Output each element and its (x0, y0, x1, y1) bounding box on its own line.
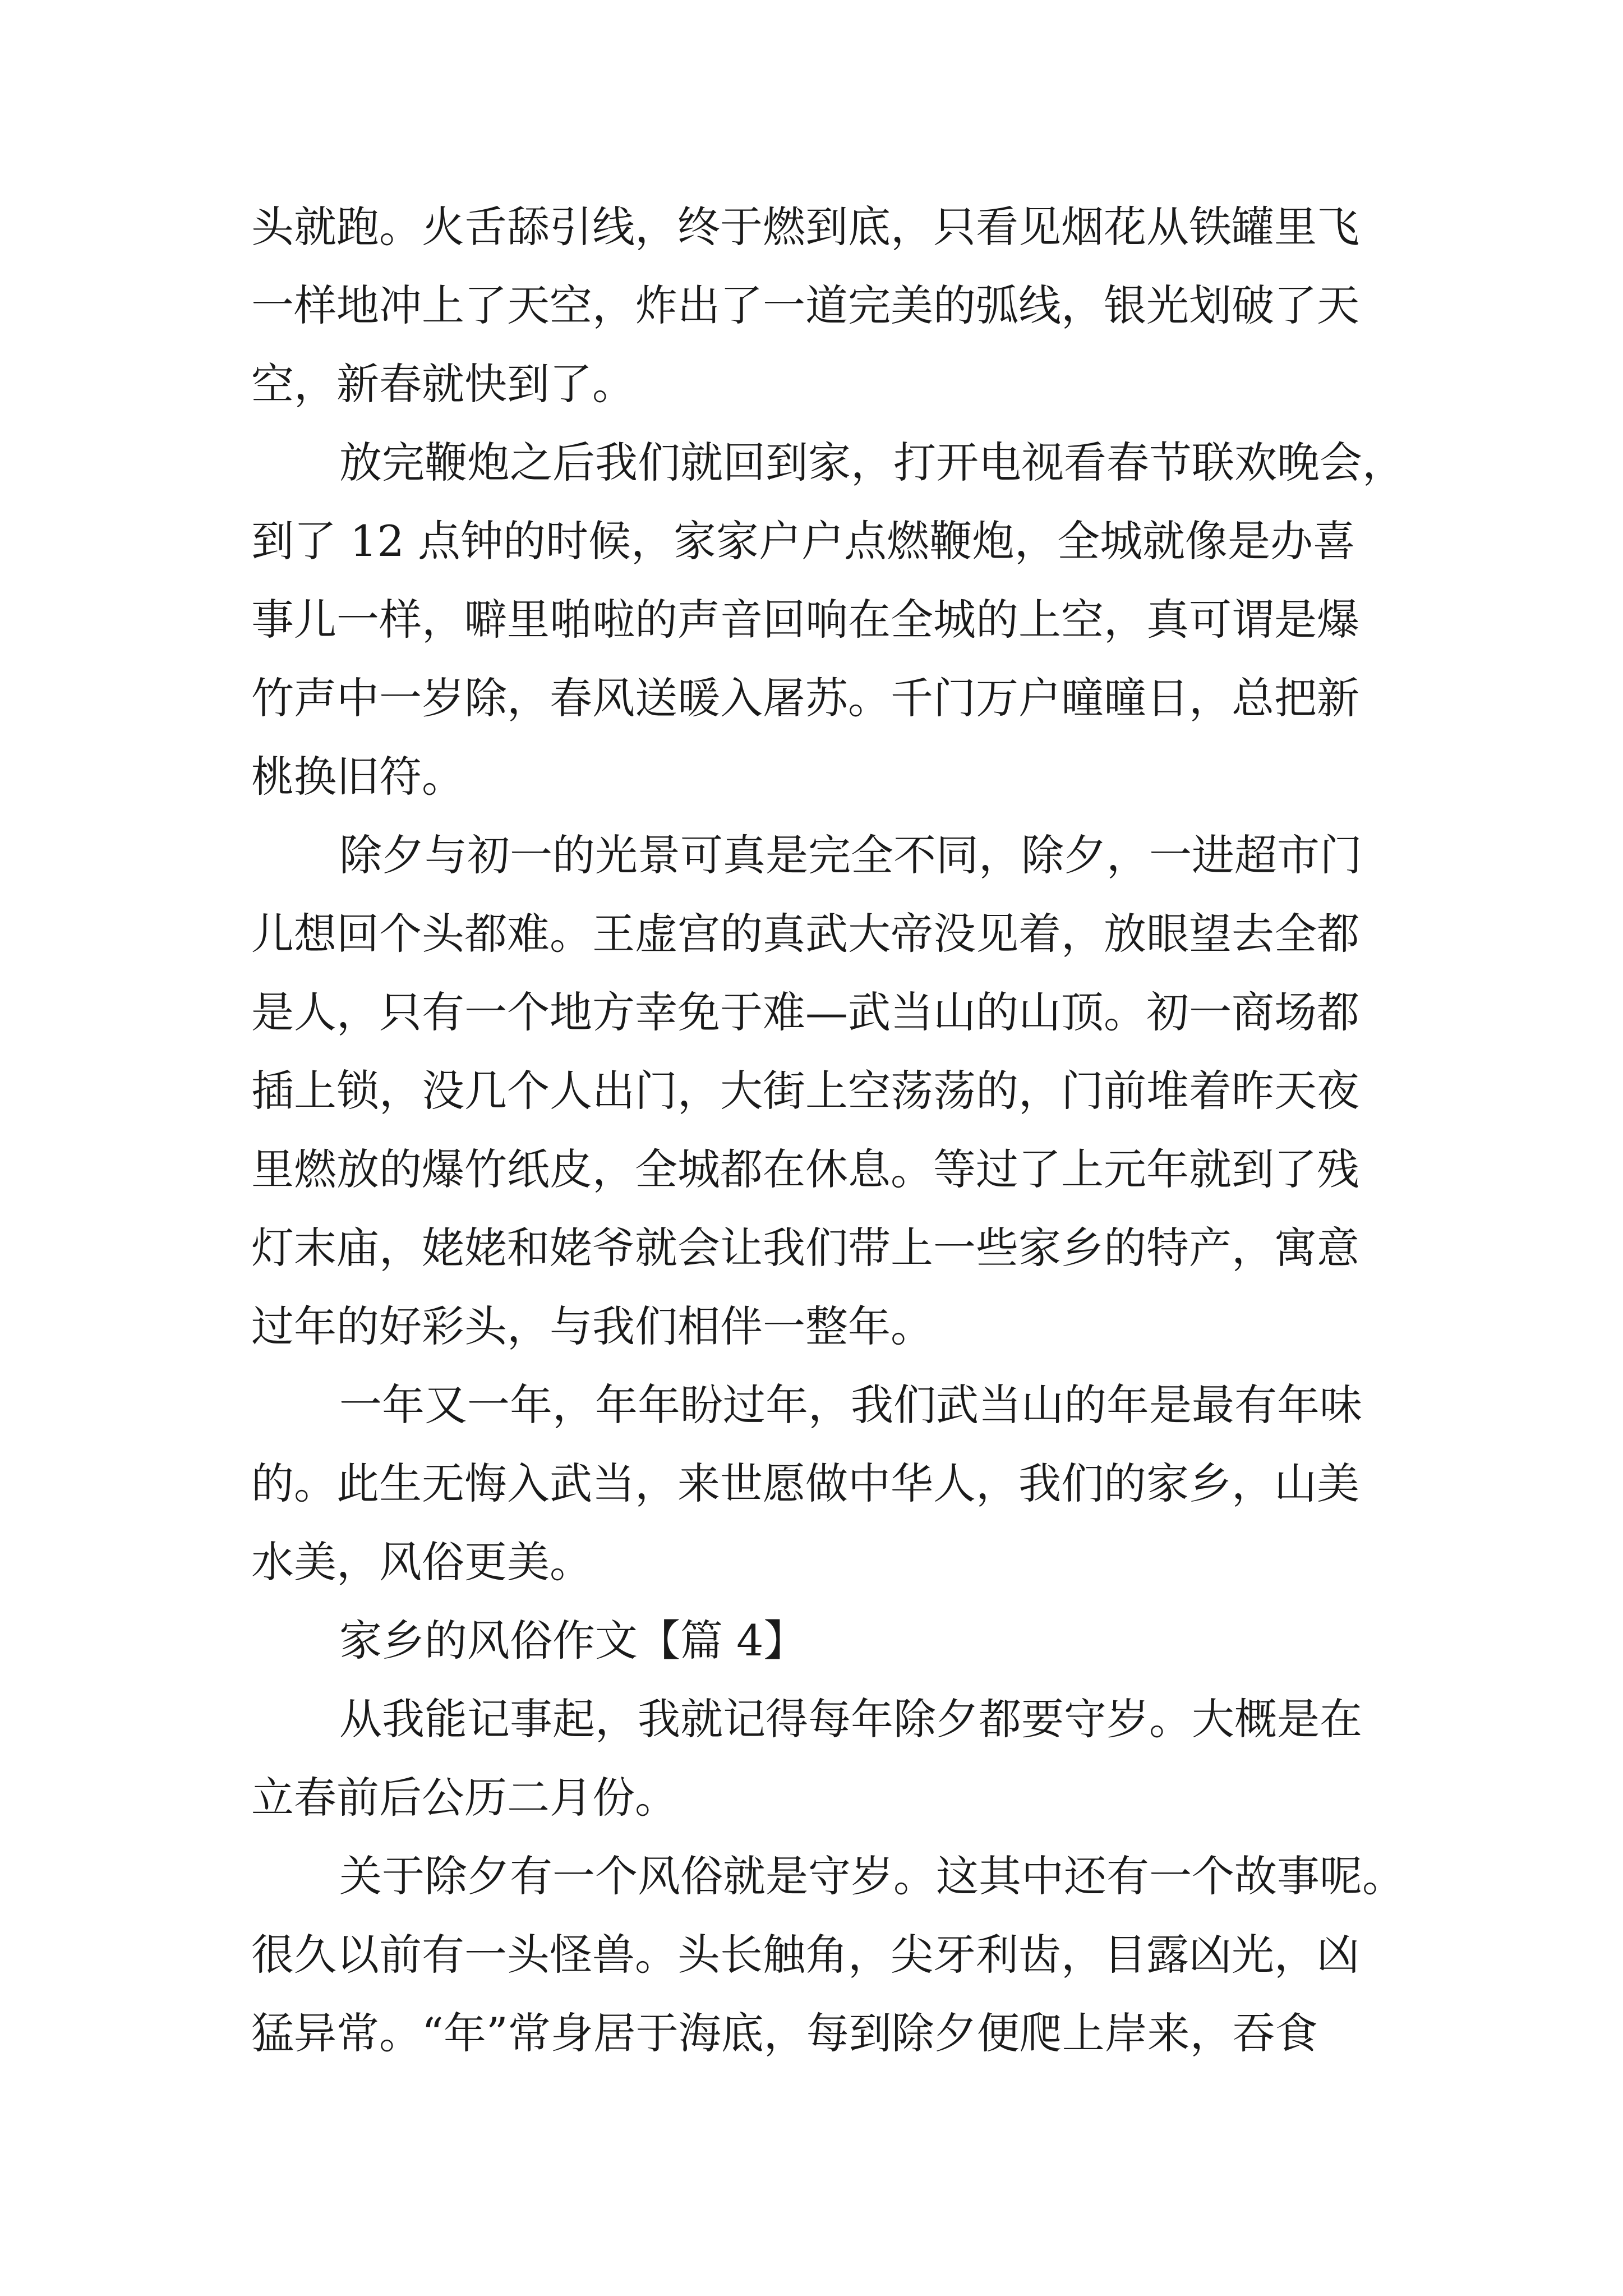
text-line-15: 过年的好彩头，与我们相伴一整年。 (251, 1301, 933, 1351)
text-line-21: 立春前后公历二月份。 (251, 1773, 677, 1823)
text-line-20: 从我能记事起，我就记得每年除夕都要守岁。大概是在 (339, 1694, 1362, 1744)
text-line-22: 关于除夕有一个风俗就是守岁。这其中还有一个故事呢。 (339, 1851, 1405, 1901)
text-line-17: 的。此生无悔入武当，来世愿做中华人，我们的家乡，山美 (251, 1458, 1359, 1508)
text-line-14: 灯末庙，姥姥和姥爷就会让我们带上一些家乡的特产，寓意 (251, 1223, 1359, 1273)
text-line-6: 事儿一样，噼里啪啦的声音回响在全城的上空，真可谓是爆 (251, 595, 1359, 645)
text-line-1: 头就跑。火舌舔引线，终于燃到底，只看见烟花从铁罐里飞 (251, 202, 1359, 252)
text-line-23: 很久以前有一头怪兽。头长触角，尖牙利齿，目露凶光，凶 (251, 1930, 1359, 1980)
text-line-13: 里燃放的爆竹纸皮，全城都在休息。等过了上元年就到了残 (251, 1144, 1359, 1194)
text-line-2: 一样地冲上了天空，炸出了一道完美的弧线，银光划破了天 (251, 280, 1359, 330)
text-line-10: 儿想回个头都难。王虚宫的真武大帝没见着，放眼望去全都 (251, 909, 1359, 959)
text-line-16: 一年又一年，年年盼过年，我们武当山的年是最有年味 (339, 1380, 1362, 1430)
text-line-11: 是人，只有一个地方幸免于难—武当山的山顶。初一商场都 (251, 987, 1359, 1037)
text-line-4: 放完鞭炮之后我们就回到家，打开电视看春节联欢晚会， (339, 438, 1405, 487)
text-line-3: 空，新春就快到了。 (251, 359, 635, 409)
text-line-18: 水美，风俗更美。 (251, 1537, 592, 1587)
text-line-12: 插上锁，没几个人出门，大街上空荡荡的，门前堆着昨天夜 (251, 1066, 1359, 1116)
text-line-9: 除夕与初一的光景可真是完全不同，除夕，一进超市门 (339, 830, 1362, 880)
text-line-5: 到了 12 点钟的时候，家家户户点燃鞭炮，全城就像是办喜 (251, 516, 1356, 566)
text-line-24: 猛异常。“年”常身居于海底，每到除夕便爬上岸来，吞食 (251, 2008, 1318, 2058)
section-heading: 家乡的风俗作文【篇 4】 (339, 1616, 806, 1665)
text-line-8: 桃换旧符。 (251, 752, 464, 802)
text-line-7: 竹声中一岁除，春风送暖入屠苏。千门万户曈曈日，总把新 (251, 673, 1359, 723)
